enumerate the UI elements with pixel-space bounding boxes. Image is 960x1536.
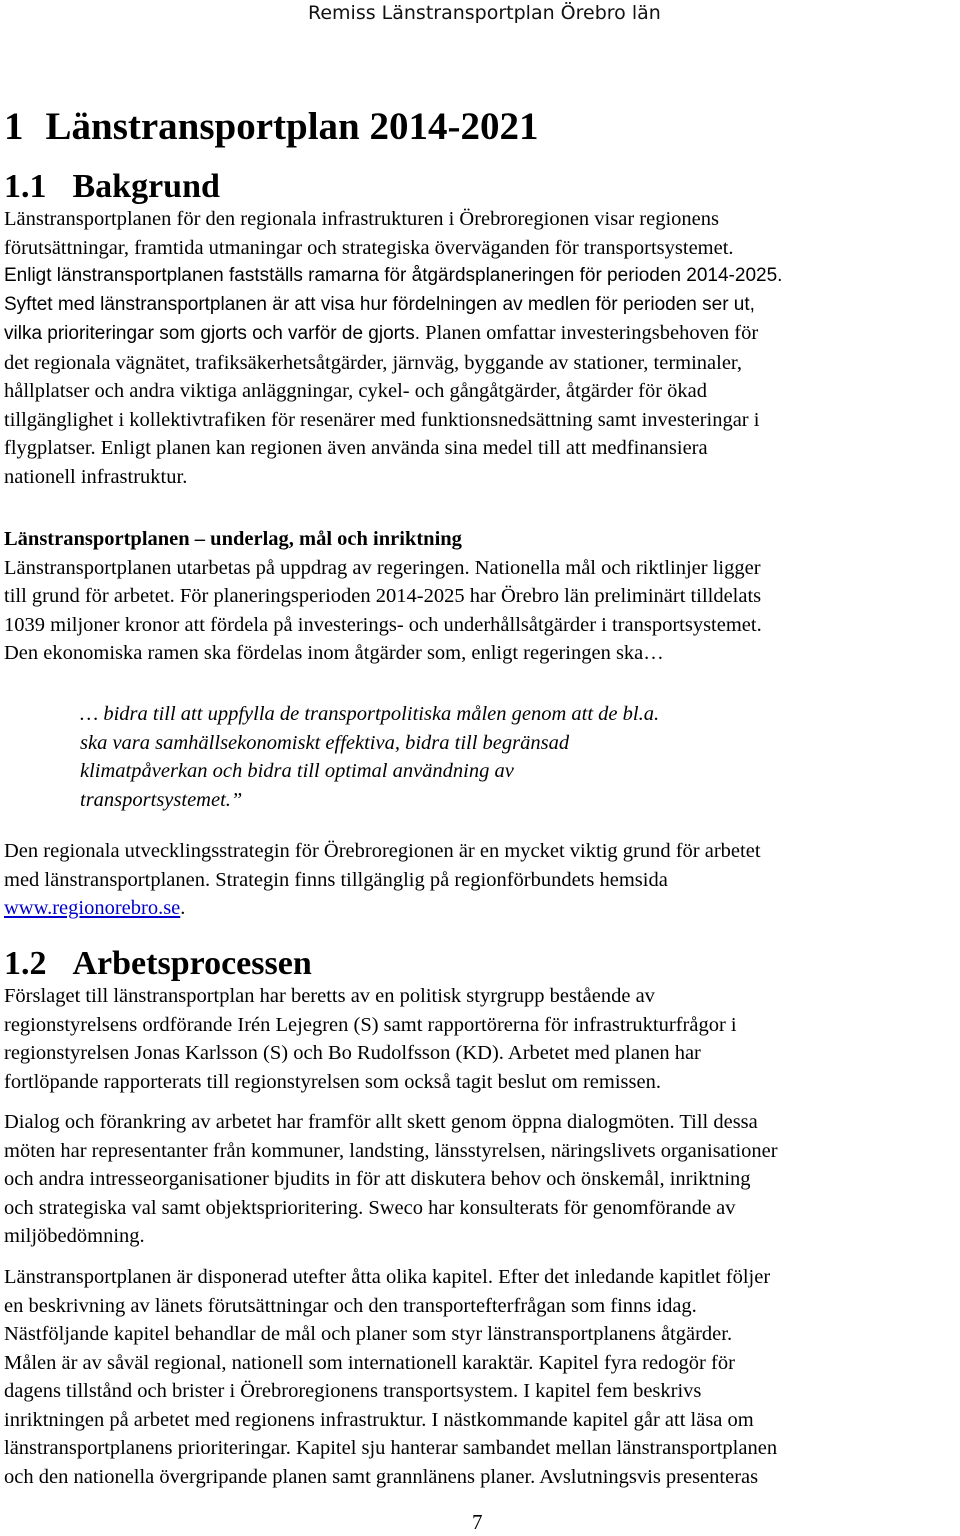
basis-goals-section [4, 525, 958, 668]
text-line: Målen är av såväl regional, nationell som internationell karaktär. Kapitel fyra redogör för [4, 1351, 735, 1374]
section-1-number: 1 [4, 105, 24, 148]
section-1-1-title: Bakgrund [72, 168, 220, 205]
quote-line: transportsystemet.” [80, 788, 243, 811]
text-line: Länstransportplanen är disponerad utefter åtta olika kapitel. Efter det inledande kapitlet följer [4, 1266, 771, 1288]
text-line: Länstransportplanen för den regionala infrastrukturen i Örebroregionen visar regionens [4, 208, 719, 230]
quote-line: … bidra till att uppfylla de transportpolitiska målen genom att de bl.a. [80, 703, 660, 725]
text-line: och den nationella övergripande planen samt grannlänens planer. Avslutningsvis presenteras [4, 1465, 759, 1488]
text-line: till grund för arbetet. För planeringsperioden 2014-2025 har Örebro län preliminärt tilldelats [4, 585, 762, 607]
text-line: och andra intresseorganisationer bjudits in för att diskutera behov och önskemål, inriktning [4, 1168, 751, 1190]
text-line: länstransportplanens prioriteringar. Kapitel sju hanterar sambandet mellan länstransportplanen [4, 1437, 778, 1459]
text-line: flygplatser. Enligt planen kan regionen även använda sina medel till att medfinansiera [4, 437, 708, 459]
text-line: med länstransportplanen. Strategin finns tillgänglig på regionförbundets hemsida [4, 868, 668, 891]
website-link[interactable]: www.regionorebro.se [4, 897, 181, 919]
section-1-heading [4, 104, 538, 149]
text-fragment: vilka prioriteringar som gjorts och varför de gjorts. [4, 323, 421, 344]
text-line [4, 319, 958, 349]
section-1-2-title: Arbetsprocessen [72, 945, 312, 982]
process-paragraph-3 [4, 1263, 958, 1491]
page-number: 7 [472, 1510, 483, 1534]
section-1-title: Länstransportplan 2014-2021 [45, 105, 539, 148]
text-line: Dialog och förankring av arbetet har framför allt skett genom öppna dialogmöten. Till dessa [4, 1111, 758, 1133]
text-line: det regionala vägnätet, trafiksäkerhetsåtgärder, järnväg, byggande av stationer, terminaler, [4, 351, 743, 374]
text-line: regionstyrelsens ordförande Irén Lejegren (S) samt rapportörerna för infrastrukturfrågor i [4, 1013, 737, 1036]
text-line: förutsättningar, framtida utmaningar och strategiska överväganden för transportsystemet. [4, 236, 734, 259]
text-line: fortlöpande rapporterats till regionstyrelsen som också tagit beslut om remissen. [4, 1070, 661, 1093]
strategy-paragraph [4, 837, 958, 923]
government-quote [80, 700, 659, 814]
quote-line: klimatpåverkan och bidra till optimal användning av [80, 760, 514, 782]
text-line: Länstransportplanen utarbetas på uppdrag av regeringen. Nationella mål och riktlinjer ligger [4, 556, 761, 579]
subheading: Länstransportplanen – underlag, mål och inriktning [4, 528, 462, 550]
text-line: tillgänglighet i kollektivtrafiken för resenärer med funktionsnedsättning samt investeringar i [4, 408, 760, 431]
text-line: miljöbedömning. [4, 1225, 145, 1247]
text-line: Förslaget till länstransportplan har beretts av en politisk styrgrupp bestående av [4, 985, 655, 1007]
section-1-2-number: 1.2 [4, 945, 47, 982]
process-paragraph-2 [4, 1108, 958, 1251]
text-fragment: Planen omfattar investeringsbehoven för [420, 322, 759, 344]
section-1-1-heading [4, 168, 220, 206]
text-line: en beskrivning av länets förutsättningar och den transportefterfrågan som finns idag. [4, 1294, 697, 1317]
quote-line: ska vara samhällsekonomiskt effektiva, bidra till begränsad [80, 731, 570, 754]
running-header: Remiss Länstransportplan Örebro län [308, 2, 661, 24]
text-line [4, 894, 958, 923]
text-line: nationell infrastruktur. [4, 465, 188, 488]
process-paragraph-1 [4, 982, 958, 1096]
background-paragraph [4, 205, 958, 491]
text-line: Den ekonomiska ramen ska fördelas inom åtgärder som, enligt regeringen ska… [4, 642, 664, 664]
section-1-1-number: 1.1 [4, 168, 47, 205]
text-line: Enligt länstransportplanen fastställs ramarna för åtgärdsplaneringen för perioden 2014-2025. [4, 265, 783, 286]
text-line: möten har representanter från kommuner, landsting, länsstyrelsen, näringslivets organisationer [4, 1139, 778, 1162]
text-fragment: . [180, 897, 186, 919]
text-line: dagens tillstånd och brister i Örebroregionens transportsystem. I kapitel fem beskrivs [4, 1380, 702, 1402]
section-1-2-heading [4, 945, 312, 983]
text-line: och strategiska val samt objektsprioritering. Sweco har konsulterats för genomförande av [4, 1196, 736, 1219]
text-line: Den regionala utvecklingsstrategin för Örebroregionen är en mycket viktig grund för arbetet [4, 840, 761, 862]
text-line: Nästföljande kapitel behandlar de mål och planer som styr länstransportplanens åtgärder. [4, 1323, 733, 1345]
text-line: hållplatser och andra viktiga anläggningar, cykel- och gångåtgärder, åtgärder för ökad [4, 380, 708, 402]
text-line: Syftet med länstransportplanen är att visa hur fördelningen av medlen för perioden ser ut, [4, 293, 755, 315]
text-line: regionstyrelsen Jonas Karlsson (S) och Bo Rudolfsson (KD). Arbetet med planen har [4, 1042, 701, 1064]
text-line: inriktningen på arbetet med regionens infrastruktur. I nästkommande kapitel går att läsa om [4, 1408, 754, 1431]
text-line: 1039 miljoner kronor att fördela på investerings- och underhållsåtgärder i transportsystemet. [4, 613, 762, 636]
